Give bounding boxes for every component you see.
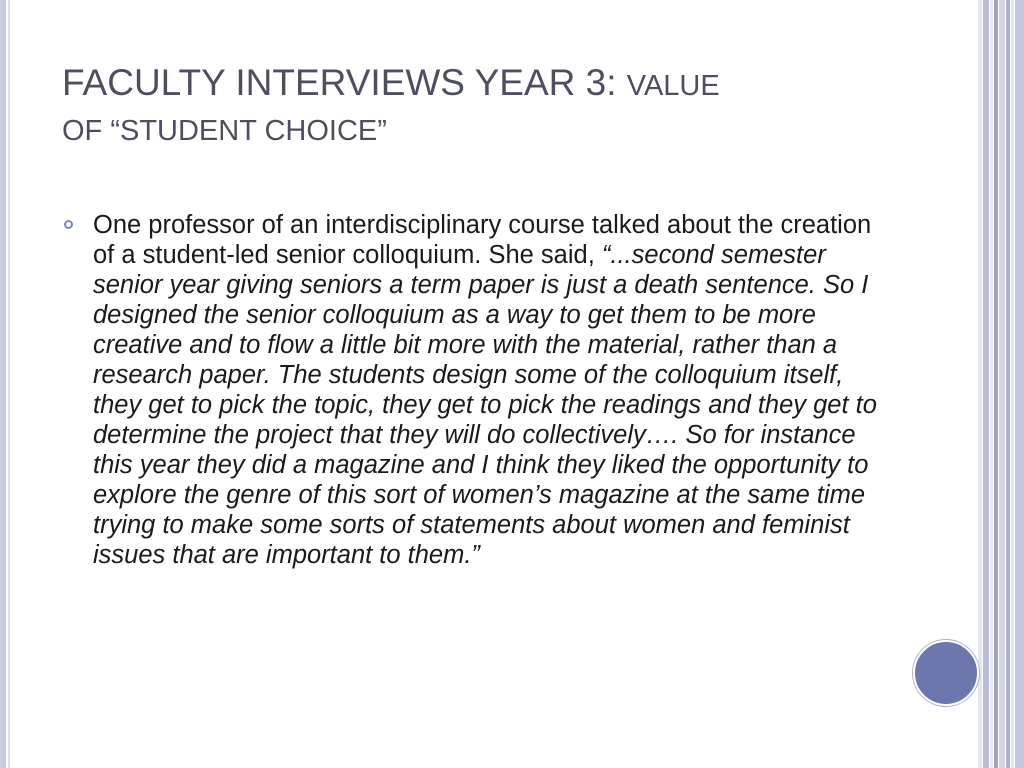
bullet-intro-text: One professor of an interdisciplinary course talked about the creation of a student-led senior colloquium. She said, bbox=[93, 211, 872, 269]
slide-title bbox=[62, 62, 922, 152]
title-main: FACULTY INTERVIEWS YEAR 3: bbox=[62, 62, 627, 103]
left-border-inner bbox=[8, 0, 10, 768]
right-stripe bbox=[978, 0, 982, 768]
title-small-part-2: OF “STUDENT CHOICE” bbox=[62, 115, 387, 147]
bullet-circle-icon bbox=[64, 220, 73, 229]
right-stripe bbox=[990, 0, 993, 768]
decorative-circle bbox=[913, 640, 979, 706]
right-stripe bbox=[1006, 0, 1010, 768]
bullet-item bbox=[62, 210, 882, 570]
bullet-quote-text: “...second semester senior year giving seniors a term paper is just a death sentence. So I designed the senior colloquium as a way to get them to be more creative and to flow a little bit more with the material, rather than a research paper. The students design some of the colloquium itself, they get to pick the topic, they get to pick the readings and they get to determine the project that they will do collectively…. So for instance this year they did a magazine and I think they liked the opportunity to explore the genre of this sort of women’s magazine at the same time trying to make some sorts of statements about women and feminist issues that are important to them.” bbox=[93, 241, 877, 569]
slide-body bbox=[62, 210, 882, 570]
right-stripe bbox=[999, 0, 1005, 768]
right-stripe bbox=[1015, 0, 1024, 768]
right-stripe bbox=[994, 0, 998, 768]
right-stripe bbox=[1011, 0, 1014, 768]
right-stripe bbox=[983, 0, 989, 768]
left-border bbox=[0, 0, 6, 768]
title-small-part-1: VALUE bbox=[626, 70, 720, 102]
